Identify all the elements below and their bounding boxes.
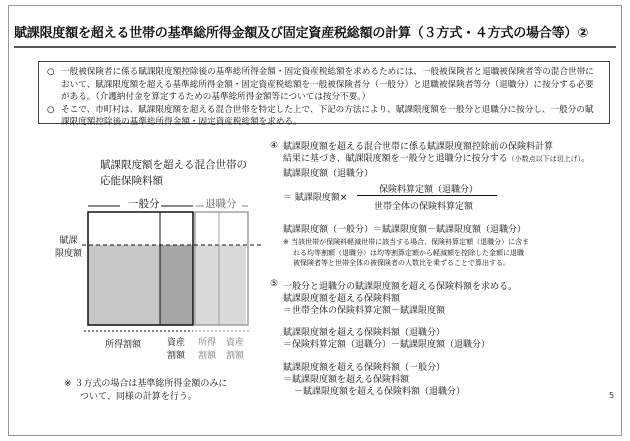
- category-income-general: 所得割額: [105, 340, 142, 350]
- category-asset-general: [167, 337, 185, 363]
- step4-note-line-2: れる均等割額（退職分）は均等割算定額から軽減額を控除した金額に退職: [293, 248, 524, 257]
- formula1-prefix: ＝ 賦課限度額×: [283, 193, 348, 203]
- step5-block-c: [283, 362, 465, 398]
- bullet-circle-icon: ○: [47, 104, 55, 115]
- category-income-retired-line-2: 割額: [198, 351, 217, 361]
- step5-a-line-2: ＝世帯全体の保険料算定額－賦課限度額: [283, 306, 446, 316]
- step5-description: 一般分と退職分の賦課限度額を超える保険料額を求める。: [283, 282, 518, 292]
- step4-line-2: [283, 153, 590, 165]
- y-label-line-1: 賦課: [59, 236, 78, 246]
- step4-line-1: 賦課限度額を超える混合世帯に係る賦課限度額控除前の保険料計算: [283, 142, 554, 152]
- intro-item-1-text: 一般被保険者に係る賦課限度額控除後の基準総所得金額・固定資産税総額を求めるためには、一般被保険者と退職被保険者等の混合世帯において、賦課限度額を超える基準総所得金額・固定資産税総額を一般被保険者分（一般分）と退職被保険者等分（退職分）に按分する必要がある。（介護納付金を算定するための基準総所得金額等については按分不要。）: [61, 67, 594, 103]
- category-asset-general-line-1: 資産: [167, 338, 186, 348]
- step5-b-line-1: 賦課限度額を超える保険料額（退職分）: [283, 328, 446, 338]
- step4-number: ④: [270, 141, 279, 151]
- y-label-line-2: 限度額: [55, 249, 83, 259]
- label-retired: 退職分: [205, 198, 237, 210]
- label-general: 一般分: [128, 198, 160, 210]
- step5-c-line-3: －賦課限度額を超える保険料額（退職分）: [294, 387, 466, 397]
- step4-note-line-1: ※ 当該世帯が保険料軽減世帯に該当する場合、保険料算定額（退職分）に含ま: [283, 238, 530, 246]
- note-three-method-line-1: ※ ３方式の場合は基準総所得金額のみに: [64, 379, 228, 389]
- step5-block-a: [283, 293, 445, 317]
- step4-note-line-3: 被保険者等と世帯全体の被保険者の人数比を乗ずることで算出する。: [293, 259, 510, 267]
- step4-line-2-note: （小数点以下は切上げ）: [507, 155, 582, 163]
- step5-block-b: [283, 327, 490, 351]
- category-asset-retired-line-2: 割額: [226, 351, 245, 361]
- category-income-retired: [198, 337, 216, 363]
- step4-line-2-end: 。: [581, 154, 591, 164]
- step5-a-line-1: 賦課限度額を超える保険料額: [283, 294, 401, 304]
- formula1-label: 賦課限度額（退職分）: [283, 169, 374, 179]
- note-three-method: [64, 378, 227, 404]
- formula1-denominator: 世帯全体の保険料算定額: [374, 202, 474, 212]
- step4-description: [283, 141, 590, 165]
- formula1-numerator: 保険料算定額（退職分）: [379, 185, 479, 195]
- category-asset-retired-line-1: 資産: [226, 338, 245, 348]
- intro-item-2-text: そこで、市町村は、賦課限度額を超える混合世帯を特定した上で、下記の方法により、賦課限度額を一般分と退職分に按分し、一般分の賦課限度額控除後の基準総所得金額・固定資産税総額を求める。: [61, 104, 594, 128]
- step5-c-line-2: ＝賦課限度額を超える保険料額: [283, 375, 410, 385]
- bullet-circle-icon: ○: [47, 67, 55, 77]
- step4-line-2-main: 結果に基づき、賦課限度額を一般分と退職分に按分する: [283, 154, 508, 164]
- step5-c-line-1: 賦課限度額を超える保険料額（一般分）: [283, 363, 446, 373]
- step5-number: ⑤: [270, 279, 279, 289]
- fraction-line: [357, 195, 497, 196]
- category-asset-general-line-2: 割額: [167, 351, 186, 361]
- chart-title-line-2: 応能保険料額: [100, 175, 163, 187]
- page-title: 賦課限度額を超える世帯の基準総所得金額及び固定資産税総額の計算（３方式・４方式の場合等）②: [14, 26, 589, 41]
- category-income-retired-line-1: 所得: [198, 338, 217, 348]
- page-number: 5: [609, 391, 615, 400]
- note-three-method-line-2: ついて、同様の計算を行う。: [80, 392, 197, 402]
- step5-b-line-2: ＝保険料算定額（退職分）－賦課限度額（退職分）: [283, 340, 491, 350]
- chart-title-line-1: 賦課限度額を超える混合世帯の: [100, 159, 247, 171]
- category-asset-retired: [226, 337, 244, 363]
- formula2: 賦課限度額（一般分）＝賦課限度額－賦課限度額（退職分）: [283, 225, 527, 235]
- step4-note: [283, 237, 529, 269]
